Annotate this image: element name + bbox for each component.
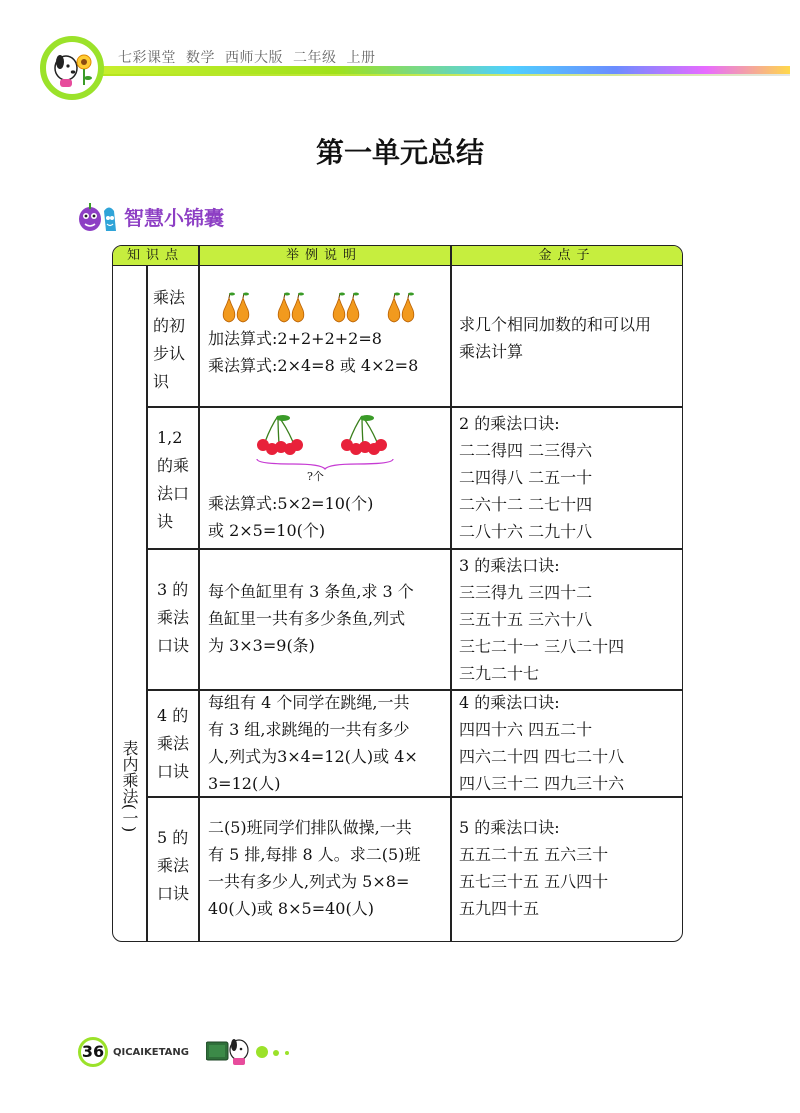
row3-example xyxy=(208,578,414,659)
column-header-tip: 金点子 xyxy=(538,248,596,263)
row1-topic xyxy=(153,284,185,396)
brace-icon xyxy=(257,459,393,469)
cherry-illustration xyxy=(253,412,403,470)
topic-line: 步认 xyxy=(153,344,186,363)
example-line: 或 2×5=10(个) xyxy=(208,521,326,540)
row3-topic xyxy=(157,576,189,660)
column-header-example: 举例说明 xyxy=(285,248,362,263)
row5-example xyxy=(208,814,420,922)
topic-line: 3 的 xyxy=(157,580,189,599)
row4-topic xyxy=(157,702,189,786)
example-line: 有 3 组,求跳绳的一共有多少 xyxy=(208,720,410,739)
example-line: 40(人)或 8×5=40(人) xyxy=(208,899,374,918)
header-volume: 上册 xyxy=(346,50,376,66)
example-line: 为 3×3=9(条) xyxy=(208,636,315,655)
tip-line: 五七三十五 五八四十 xyxy=(459,872,609,891)
column-divider xyxy=(198,246,200,942)
topic-line: 4 的 xyxy=(157,706,189,725)
example-line: 3=12(人) xyxy=(208,774,281,793)
topic-line: 法口 xyxy=(157,484,190,503)
example-line: 鱼缸里一共有多少条鱼,列式 xyxy=(208,609,406,628)
cherry-bunch-icon xyxy=(341,415,387,455)
tip-line: 五五二十五 五六三十 xyxy=(459,845,609,864)
topic-line: 口诀 xyxy=(157,762,190,781)
tip-line: 三五十五 三六十八 xyxy=(459,610,593,629)
pear-pair-icon xyxy=(333,293,359,323)
row2-topic xyxy=(157,424,189,536)
row3-tip xyxy=(459,552,624,687)
tip-line: 求几个相同加数的和可以用 xyxy=(459,315,652,334)
row5-tip xyxy=(459,814,608,922)
tip-line: 三七二十一 三八二十四 xyxy=(459,637,625,656)
decor-dot xyxy=(256,1046,268,1058)
example-line: 人,列式为3×4=12(人)或 4× xyxy=(208,747,418,766)
header-underline xyxy=(90,74,790,76)
row-divider xyxy=(146,406,683,408)
fruit-characters-icon xyxy=(76,198,120,234)
topic-line: 乘法 xyxy=(157,856,190,875)
brand-name: QICAIKETANG xyxy=(113,1047,189,1058)
row-divider xyxy=(146,548,683,550)
topic-line: 诀 xyxy=(157,512,174,531)
topic-line: 乘法 xyxy=(153,288,186,307)
example-line: 一共有多少人,列式为 5×8= xyxy=(208,872,410,891)
tip-line: 乘法计算 xyxy=(459,342,524,361)
tip-line: 四四十六 四五二十 xyxy=(459,720,593,739)
tip-line: 三九二十七 xyxy=(459,664,540,683)
tip-line: 五九四十五 xyxy=(459,899,540,918)
footer-mascot-icon xyxy=(206,1036,254,1066)
example-line: 加法算式:2+2+2+2=8 xyxy=(208,329,382,348)
summary-table xyxy=(112,245,683,942)
dog-mascot-icon xyxy=(46,42,98,94)
tip-line: 二八十六 二九十八 xyxy=(459,522,593,541)
pear-pair-icon xyxy=(278,293,304,323)
cherry-bunch-icon xyxy=(257,415,303,455)
example-line: 每组有 4 个同学在跳绳,一共 xyxy=(208,693,410,712)
tip-line: 二四得八 二五一十 xyxy=(459,468,593,487)
header-edition: 西师大版 xyxy=(225,50,283,66)
topic-line: 5 的 xyxy=(157,828,189,847)
topic-line: 1,2 xyxy=(157,428,183,447)
topic-line: 识 xyxy=(153,372,170,391)
header-series: 七彩课堂 xyxy=(118,50,176,66)
header-text xyxy=(118,47,386,67)
column-header-knowledge: 知识点 xyxy=(126,248,184,263)
tip-line: 二六十二 二七十四 xyxy=(459,495,593,514)
tip-line: 3 的乘法口诀: xyxy=(459,556,560,575)
tip-line: 四八三十二 四九三十六 xyxy=(459,774,625,793)
decor-dot xyxy=(285,1051,289,1055)
category-label: 表内乘法(一) xyxy=(120,739,139,833)
row1-tip xyxy=(459,311,651,365)
header-grade: 二年级 xyxy=(293,50,337,66)
topic-line: 口诀 xyxy=(157,636,190,655)
topic-line: 的乘 xyxy=(157,456,190,475)
brace-label: ?个 xyxy=(307,470,324,483)
column-divider xyxy=(450,246,452,942)
example-line: 每个鱼缸里有 3 条鱼,求 3 个 xyxy=(208,582,414,601)
tip-line: 二二得四 二三得六 xyxy=(459,441,593,460)
tip-line: 四六二十四 四七二十八 xyxy=(459,747,625,766)
mascot-logo xyxy=(40,36,104,100)
row2-tip xyxy=(459,410,592,545)
row4-tip xyxy=(459,689,624,797)
row1-example xyxy=(208,325,418,379)
topic-line: 口诀 xyxy=(157,884,190,903)
tip-line: 4 的乘法口诀: xyxy=(459,693,560,712)
example-line: 乘法算式:2×4=8 或 4×2=8 xyxy=(208,356,419,375)
page-title: 第一单元总结 xyxy=(315,136,484,169)
example-line: 乘法算式:5×2=10(个) xyxy=(208,494,374,513)
example-line: 有 5 排,每排 8 人。求二(5)班 xyxy=(208,845,421,864)
pear-illustration xyxy=(221,290,441,324)
pear-pair-icon xyxy=(388,293,414,323)
decor-dot xyxy=(273,1050,279,1056)
topic-line: 乘法 xyxy=(157,608,190,627)
row2-example xyxy=(208,490,373,544)
tip-line: 5 的乘法口诀: xyxy=(459,818,560,837)
row4-example xyxy=(208,689,418,797)
tip-line: 2 的乘法口诀: xyxy=(459,414,560,433)
header-subject: 数学 xyxy=(186,50,215,66)
category-divider xyxy=(146,266,148,942)
example-line: 二(5)班同学们排队做操,一共 xyxy=(208,818,412,837)
topic-line: 乘法 xyxy=(157,734,190,753)
section-title: 智慧小锦囊 xyxy=(124,205,224,230)
tip-line: 三三得九 三四十二 xyxy=(459,583,593,602)
header-stripe xyxy=(90,66,790,74)
row5-topic xyxy=(157,824,189,908)
topic-line: 的初 xyxy=(153,316,186,335)
section-heading xyxy=(76,196,224,236)
pear-pair-icon xyxy=(223,293,249,323)
page-number: 36 xyxy=(78,1037,108,1067)
